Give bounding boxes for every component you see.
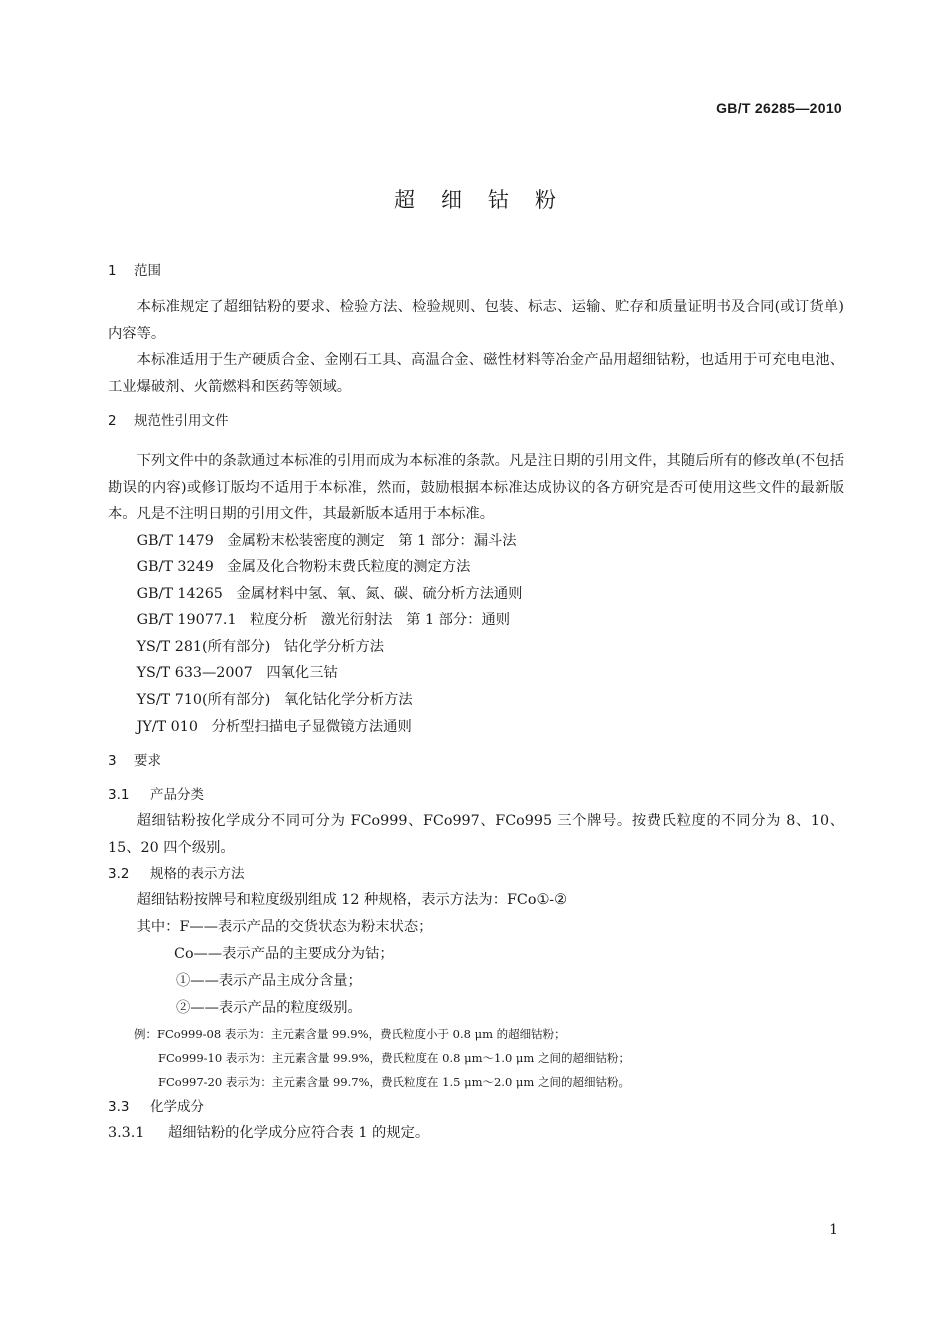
section-3-3-heading xyxy=(108,1094,844,1120)
reference-item: GB/T 3249 金属及化合物粉末费氏粒度的测定方法 xyxy=(136,559,471,576)
section-3-2-heading xyxy=(108,861,844,887)
example-line: FCo999-10 表示为：主元素含量 99.9%，费氏粒度在 0.8 μm～1.0 μm 之间的超细钴粉； xyxy=(158,1051,630,1066)
section-title: 规格的表示方法 xyxy=(150,866,245,883)
section-title: 范围 xyxy=(134,263,161,279)
example-line: FCo997-20 表示为：主元素含量 99.7%，费氏粒度在 1.5 μm～2.0 μm 之间的超细钴粉。 xyxy=(158,1075,630,1090)
clause-number: 3.3.1 xyxy=(108,1125,145,1142)
section-3-1-heading xyxy=(108,782,844,808)
section-2-heading xyxy=(108,408,844,434)
spec-line: ①——表示产品主成分含量； xyxy=(176,973,362,990)
section-title: 要求 xyxy=(134,753,161,770)
standard-number: GB/T 26285—2010 xyxy=(716,100,842,116)
clause-text: 超细钴粉的化学成分应符合表 1 的规定。 xyxy=(168,1125,430,1142)
section-1-paragraph-2: 本标准适用于生产硬质合金、金刚石工具、高温合金、磁性材料等冶金产品用超细钴粉，也适用于可充电电池、工业爆破剂、火箭燃料和医药等领域。 xyxy=(108,352,844,395)
section-title: 产品分类 xyxy=(150,787,204,804)
reference-item: GB/T 14265 金属材料中氢、氧、氮、碳、硫分析方法通则 xyxy=(136,585,523,602)
reference-item: GB/T 1479 金属粉末松装密度的测定 第 1 部分：漏斗法 xyxy=(136,532,517,549)
section-3-3-1 xyxy=(108,1120,844,1147)
section-number: 3 xyxy=(108,753,117,770)
reference-item: JY/T 010 分析型扫描电子显微镜方法通则 xyxy=(136,718,412,735)
document-title: 超细钴粉 xyxy=(394,188,582,212)
section-3-1-paragraph: 超细钴粉按化学成分不同可分为 FCo999、FCo997、FCo995 三个牌号。按费氏粒度的不同分为 8、10、15、20 四个级别。 xyxy=(108,813,844,856)
section-2-paragraph: 下列文件中的条款通过本标准的引用而成为本标准的条款。凡是注日期的引用文件，其随后所有的修改单(不包括勘误的内容)或修订版均不适用于本标准，然而，鼓励根据本标准达成协议的各方研究是否可使用这些文件的最新版本。凡是不注明日期的引用文件，其最新版本适用于本标准。 xyxy=(108,453,844,522)
section-number: 2 xyxy=(108,413,117,429)
spec-line: ②——表示产品的粒度级别。 xyxy=(176,1000,362,1017)
page-number: 1 xyxy=(829,1222,838,1238)
section-number: 3.2 xyxy=(108,866,130,883)
example-line: 例：FCo999-08 表示为：主元素含量 99.9%，费氏粒度小于 0.8 μm 的超细钴粉； xyxy=(134,1027,566,1042)
spec-line: 超细钴粉按牌号和粒度级别组成 12 种规格，表示方法为：FCo①-② xyxy=(136,892,567,909)
section-number: 3.3 xyxy=(108,1099,130,1116)
reference-item: GB/T 19077.1 粒度分析 激光衍射法 第 1 部分：通则 xyxy=(136,612,511,629)
section-title: 化学成分 xyxy=(150,1099,204,1116)
section-1-heading xyxy=(108,258,844,284)
reference-item: YS/T 710(所有部分) 氧化钴化学分析方法 xyxy=(136,692,413,709)
section-title: 规范性引用文件 xyxy=(134,413,229,429)
spec-line: Co——表示产品的主要成分为钴； xyxy=(174,946,394,963)
section-number: 3.1 xyxy=(108,787,130,804)
section-3-heading xyxy=(108,748,844,774)
reference-item: YS/T 633—2007 四氧化三钴 xyxy=(136,665,338,682)
reference-item: YS/T 281(所有部分) 钴化学分析方法 xyxy=(136,638,385,655)
document-body xyxy=(108,258,844,1147)
section-number: 1 xyxy=(108,263,117,279)
spec-line: 其中：F——表示产品的交货状态为粉末状态； xyxy=(136,919,433,936)
section-1-paragraph-1: 本标准规定了超细钴粉的要求、检验方法、检验规则、包装、标志、运输、贮存和质量证明书及合同(或订货单)内容等。 xyxy=(108,299,844,342)
